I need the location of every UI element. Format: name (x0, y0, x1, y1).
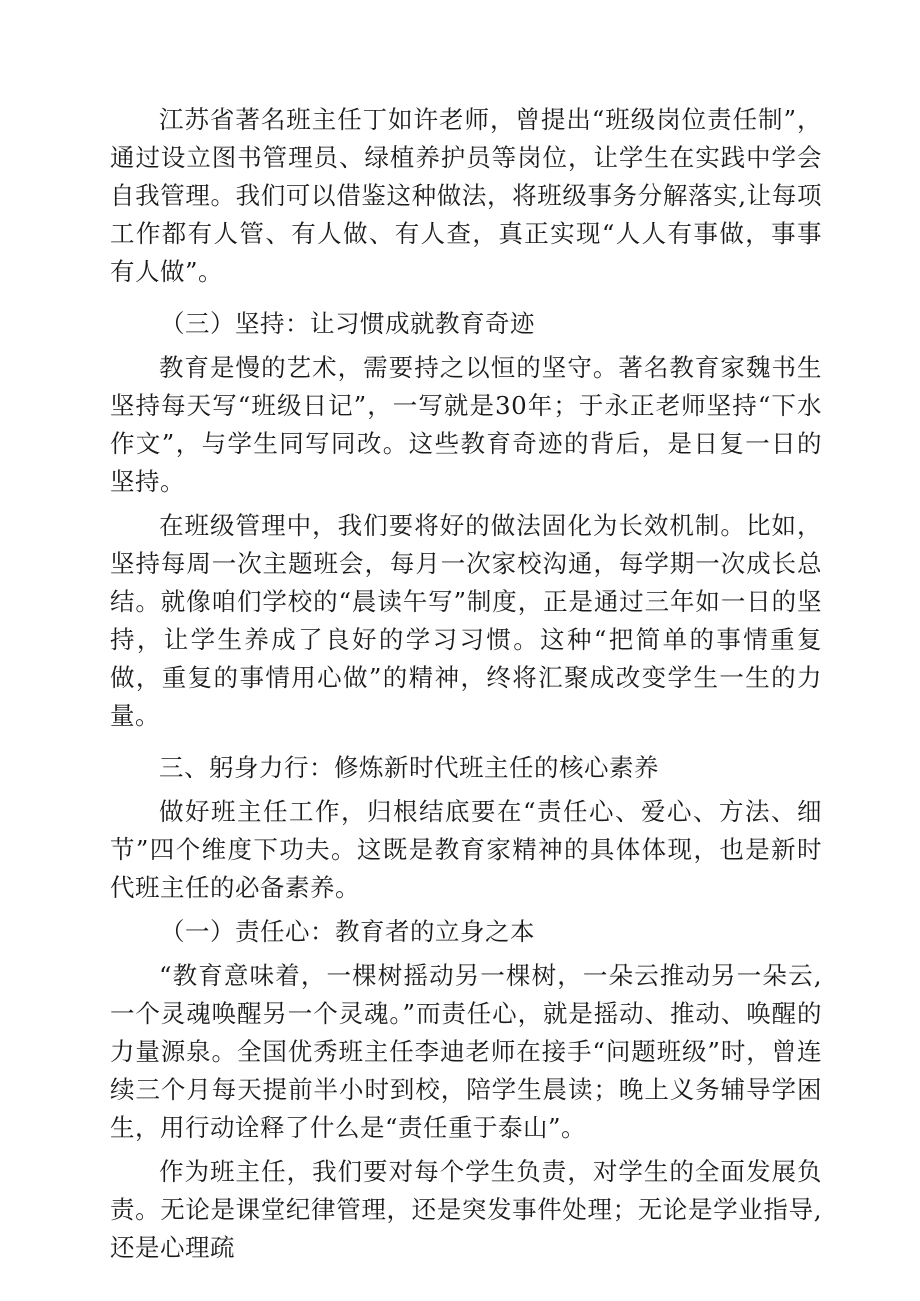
paragraph-slow-art: 教育是慢的艺术，需要持之以恒的坚守。著名教育家魏书生坚持每天写“班级日记”，一写就是30年；于永正老师坚持“下水作文”，与学生同写同改。这些教育奇迹的背后，是日复一日的坚持。 (110, 353, 822, 496)
paragraph-responsible-for-students: 作为班主任，我们要对每个学生负责，对学生的全面发展负责。无论是课堂纪律管理，还是突发事件处理；无论是学业指导,还是心理疏 (110, 1157, 822, 1262)
paragraph-responsibility-quote: “教育意味着，一棵树摇动另一棵树，一朵云推动另一朵云,一个灵魂唤醒另一个灵魂。”而责任心，就是摇动、推动、唤醒的力量源泉。全国优秀班主任李迪老师在接手“问题班级”时，曾连续三个月每天提前半小时到校，陪学生晨读；晚上义务辅导学困生，用行动诠释了什么是“责任重于泰山”。 (110, 961, 822, 1142)
paragraph-post-system: 江苏省著名班主任丁如许老师，曾提出“班级岗位责任制”，通过设立图书管理员、绿植养护员等岗位，让学生在实践中学会自我管理。我们可以借鉴这种做法，将班级事务分解落实,让每项工作都有人管、有人做、有人查，真正实现“人人有事做，事事有人做”。 (110, 105, 822, 286)
section-heading-core-literacy: 三、躬身力行：修炼新时代班主任的核心素养 (159, 753, 659, 782)
paragraph-long-term-mechanism: 在班级管理中，我们要将好的做法固化为长效机制。比如，坚持每周一次主题班会，每月一次家校沟通，每学期一次成长总结。就像咱们学校的“晨读午写”制度，正是通过三年如一日的坚持，让学生养成了良好的学习习惯。这种“把简单的事情重复做，重复的事情用心做”的精神，终将汇聚成改变学生一生的力量。 (110, 511, 822, 730)
document-body (110, 101, 822, 1267)
subheading-persistence: （三）坚持：让习惯成就教育奇迹 (160, 309, 535, 338)
spacer (110, 735, 822, 749)
paragraph-four-dimensions: 做好班主任工作，归根结底要在“责任心、爱心、方法、细节”四个维度下功夫。这既是教育家精神的具体体现，也是新时代班主任的必备素养。 (110, 797, 822, 902)
spacer (110, 291, 822, 305)
subheading-responsibility: （一）责任心：教育者的立身之本 (160, 917, 535, 946)
